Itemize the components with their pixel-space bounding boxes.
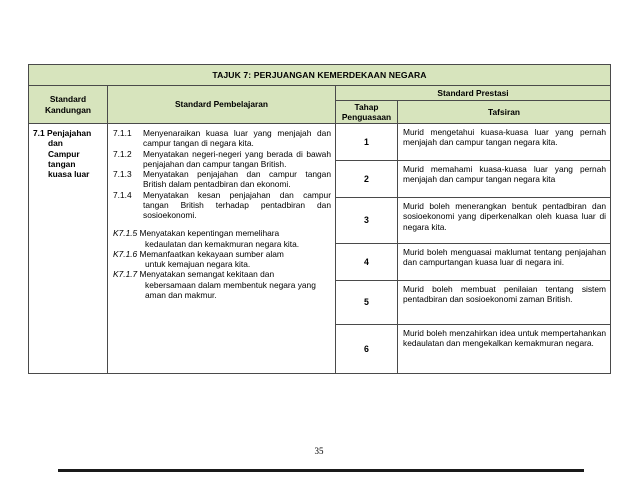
curriculum-table (28, 64, 611, 374)
standard-pembelajaran-cell (108, 124, 336, 374)
header-tahap-penguasaan: Tahap Penguasaan (336, 101, 398, 124)
tahap-2: 2 (336, 161, 398, 198)
pembelajaran-item: 7.1.2 Menyatakan negeri-negeri yang berada di bawah penjajahan dan campur tangan British. (113, 148, 331, 169)
k-item: K7.1.6 Memanfaatkan kekayaan sumber alam untuk kemajuan negara kita. (113, 248, 284, 269)
sk-line2: dan (48, 138, 63, 149)
tafsiran-3: Murid boleh menerangkan bentuk pentadbiran dan sosioekonomi yang diperkenalkan oleh kuasa luar di negara kita. (398, 198, 611, 244)
page-number: 35 (314, 446, 324, 456)
header-standard-prestasi: Standard Prestasi (336, 86, 611, 101)
pembelajaran-item: 7.1.4 Menyatakan kesan penjajahan dan campur tangan British terhadap pentadbiran dan sosioekonomi. (113, 189, 331, 220)
tahap-6: 6 (336, 325, 398, 374)
tahap-1: 1 (336, 124, 398, 161)
sk-line3: Campur (48, 148, 80, 159)
tafsiran-5: Murid boleh membuat penilaian tentang sistem pentadbiran dan sosioekonomi zaman British. (398, 281, 611, 325)
sk-line4: tangan (48, 158, 76, 169)
sk-line5: kuasa luar (48, 169, 90, 179)
tahap-5: 5 (336, 281, 398, 325)
pembelajaran-item: 7.1.3 Menyatakan penjajahan dan campur tangan British dalam pentadbiran dan ekonomi. (113, 169, 331, 190)
tafsiran-2: Murid memahami kuasa-kuasa luar yang pernah menjajah dan campur tangan negara kita (398, 161, 611, 198)
sk-line1: Penjajahan (46, 128, 92, 138)
tahap-3: 3 (336, 198, 398, 244)
k-item: K7.1.5 Menyatakan kepentingan memelihara kedaulatan dan kemakmuran negara kita. (113, 228, 300, 249)
tafsiran-1: Murid mengetahui kuasa-kuasa luar yang pernah menjajah dan campur tangan negara kita. (398, 124, 611, 161)
header-tafsiran: Tafsiran (398, 101, 611, 124)
standard-kandungan-cell (29, 124, 108, 374)
header-standard-kandungan: Standard Kandungan (29, 86, 108, 124)
tafsiran-4: Murid boleh menguasai maklumat tentang penjajahan dan campurtangan kuasa luar di negara ini. (398, 244, 611, 281)
footer-rule (58, 469, 584, 472)
table-title: TAJUK 7: PERJUANGAN KEMERDEKAAN NEGARA (29, 65, 611, 86)
sk-code: 7.1 (33, 128, 45, 138)
k-item: K7.1.7 Menyatakan semangat kekitaan dan kebersamaan dalam membentuk negara yang aman dan makmur. (113, 269, 316, 300)
tahap-4: 4 (336, 244, 398, 281)
tafsiran-6: Murid boleh menzahirkan idea untuk mempertahankan kedaulatan dan mengekalkan kemakmuran negara. (398, 325, 611, 374)
pembelajaran-item: 7.1.1 Menyenaraikan kuasa luar yang menjajah dan campur tangan di negara kita. (113, 128, 331, 149)
header-standard-pembelajaran: Standard Pembelajaran (108, 86, 336, 124)
